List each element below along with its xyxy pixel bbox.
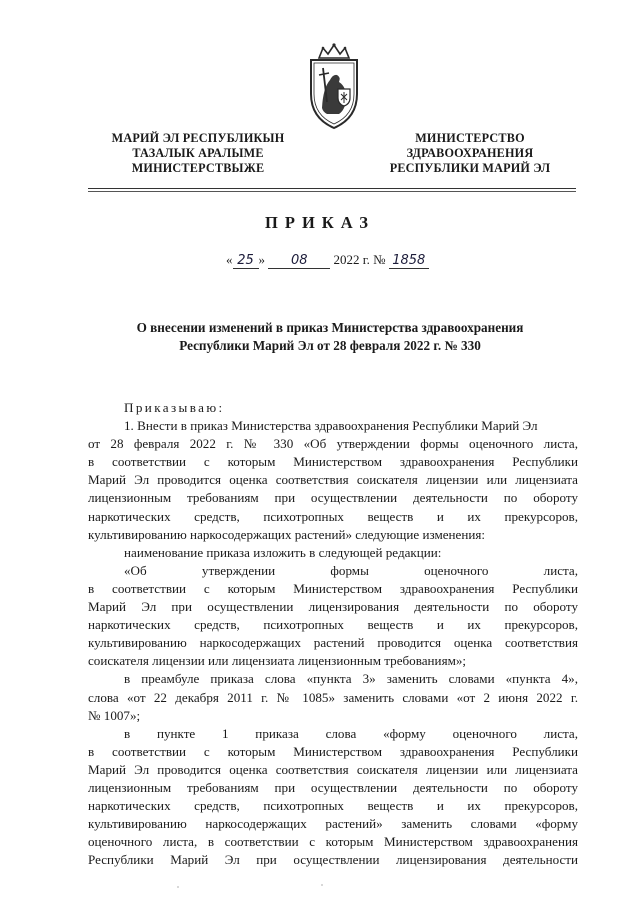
body-line: Марий Эл при осуществлении лицензирования деятельности по обороту [88, 599, 578, 615]
body-line: оценочного листа, в соответствии с которым Министерством здравоохранения [88, 834, 578, 850]
document-subject [110, 319, 550, 355]
body-line: слова «от 22 декабря 2011 г. № 1085» заменить словами «от 2 июня 2022 г. [88, 689, 578, 705]
header-right-line: РЕСПУБЛИКИ МАРИЙ ЭЛ [389, 161, 551, 175]
body-line: Республики Марий Эл при осуществлении лицензирования деятельности [88, 852, 578, 868]
header-right-line: МИНИСТЕРСТВО [415, 131, 525, 145]
body-line: в соответствии с которым Министерством здравоохранения Республики [88, 743, 578, 759]
document-type-title: ПРИКАЗ [265, 213, 375, 232]
body-line: Марий Эл проводится оценка соответствия соискателя лицензии или лицензиата [88, 761, 578, 777]
body-line: в пункте 1 приказа слова «форму оценочного листа, [124, 725, 578, 741]
header-divider [88, 188, 576, 189]
date-day: 25 [233, 253, 259, 269]
body-line: культивированию наркосодержащих растений» следующие изменения: [88, 526, 486, 542]
header-left-line: МАРИЙ ЭЛ РЕСПУБЛИКЫН [111, 131, 285, 145]
body-line: культивированию наркосодержащих растений» заменить словами «форму [88, 816, 578, 832]
body-line: Приказываю: [124, 400, 225, 415]
date-number-line [226, 252, 429, 270]
body-line: лицензионным требованиям при осуществлении деятельности по обороту [88, 490, 578, 506]
body-line: «Об утверждении формы оценочного листа, [124, 562, 578, 578]
body-line: от 28 февраля 2022 г. № 330 «Об утверждении формы оценочного листа, [88, 436, 578, 452]
body-line: лицензионным требованиям при осуществлении деятельности по обороту [88, 779, 578, 795]
header-left-line: МИНИСТЕРСТВЫЖЕ [131, 161, 265, 175]
close-quote: » [258, 252, 265, 267]
body-line: 1. Внести в приказ Министерства здравоохранения Республики Марий Эл [124, 418, 538, 434]
date-month: 08 [268, 253, 330, 269]
document-body [88, 399, 578, 869]
header-left-block [98, 131, 298, 176]
subject-line: О внесении изменений в приказ Министерства здравоохранения [136, 320, 524, 335]
body-line: в соответствии с которым Министерством здравоохранения Республики [88, 580, 578, 596]
subject-line: Республики Марий Эл от 28 февраля 2022 г. № 330 [179, 338, 481, 353]
body-line: культивированию наркосодержащих растений проводится оценка соответствия [88, 635, 578, 651]
body-line: наркотических средств, психотропных веществ и их прекурсоров, [88, 508, 578, 524]
body-line: № 1007»; [88, 707, 141, 723]
body-line: в соответствии с которым Министерством здравоохранения Республики [88, 454, 578, 470]
header-left-line: ТАЗАЛЫК АРАЛЫМЕ [132, 146, 264, 160]
body-line: Марий Эл проводится оценка соответствия соискателя лицензии или лицензиата [88, 472, 578, 488]
body-line: наименование приказа изложить в следующей редакции: [124, 544, 442, 560]
header-right-block [372, 131, 568, 176]
document-number: 1858 [389, 253, 429, 269]
open-quote: « [226, 252, 233, 267]
scan-specks [176, 881, 336, 891]
header-right-line: ЗДРАВООХРАНЕНИЯ [406, 146, 534, 160]
body-line: наркотических средств, психотропных веществ и их прекурсоров, [88, 798, 578, 814]
year-number-label: 2022 г. № [333, 252, 386, 267]
body-line: наркотических средств, психотропных веществ и их прекурсоров, [88, 617, 578, 633]
header-divider-thin [88, 191, 576, 192]
coat-of-arms-mari-el-icon [303, 42, 365, 130]
body-line: соискателя лицензии или лицензиата лицензионным требованиям»; [88, 653, 467, 669]
body-line: в преамбуле приказа слова «пункта 3» заменить словами «пункта 4», [124, 671, 578, 687]
